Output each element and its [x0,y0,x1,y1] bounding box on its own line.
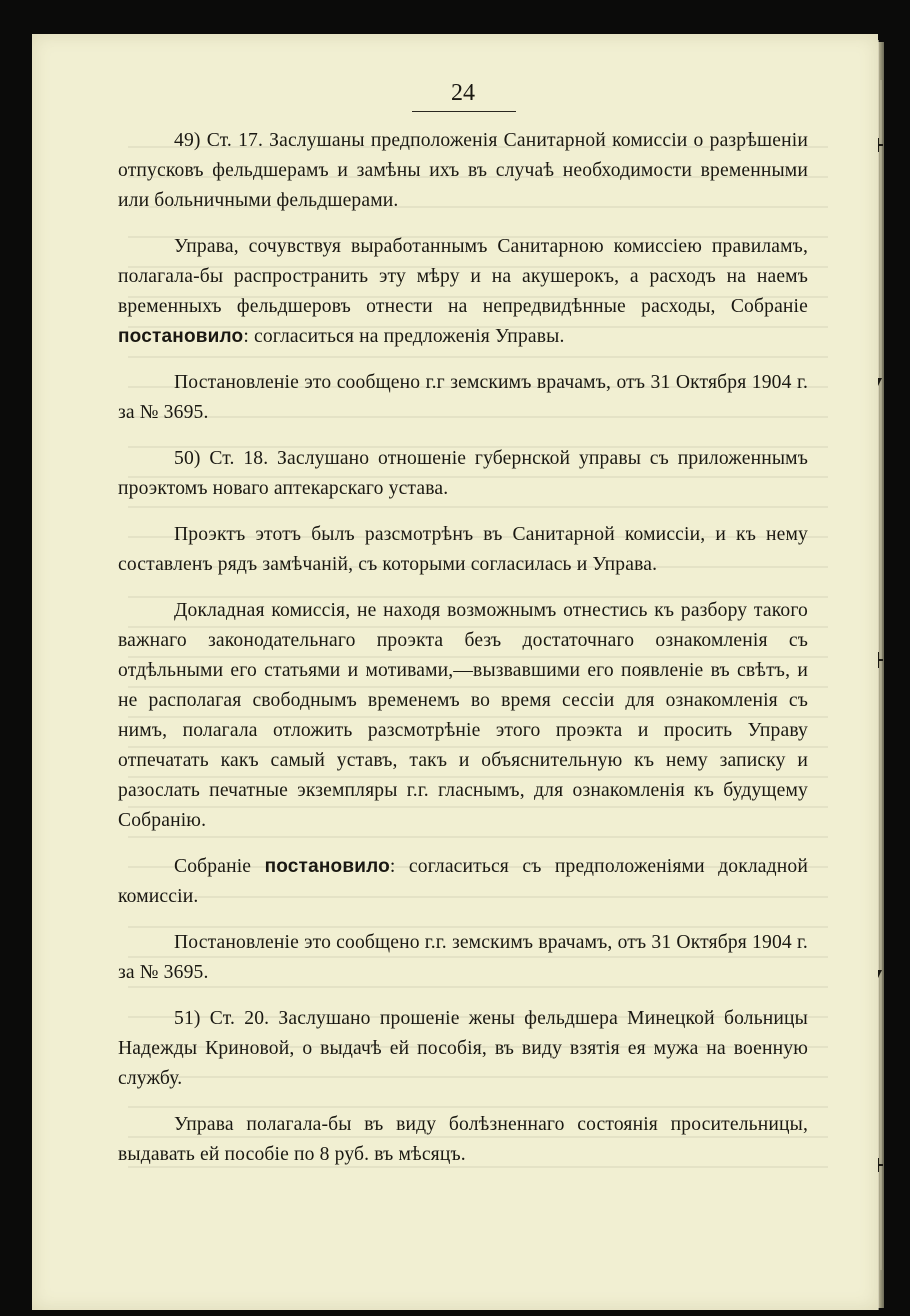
paragraph-50-commission [118,596,808,836]
paragraph-text: 51) Ст. 20. Заслушано прошеніе жены фельдшера Минецкой больницы Надежды Криновой, о выдачѣ ей пособія, въ виду взятія ея мужа на военную службу. [118,1008,808,1089]
page-number-rule [412,111,516,112]
paragraph-49-notice [118,368,808,428]
paragraph-51-heading [118,1004,808,1094]
paragraph-text: Собраніе [174,856,265,877]
paragraph-51-uprava [118,1110,808,1170]
paragraph-text: : согласиться съ предположеніями докладной комиссіи. [118,856,808,907]
resolution-keyword: постановило [118,326,244,347]
paragraph-text: Постановленіе это сообщено г.г. земскимъ врачамъ, отъ 31 Октября 1904 г. за № 3695. [118,932,808,983]
paragraph-text: Управа, сочувствуя выработаннымъ Санитарною комиссіею правиламъ, полагала-бы распространить эту мѣру и на акушерокъ, а расходъ на наемъ временныхъ фельдшеровъ отнести на непредвидѣнные расходы, Собраніе [118,236,808,317]
paragraph-text: : согласиться на предложенія Управы. [243,326,565,347]
paragraph-text: 50) Ст. 18. Заслушано отношеніе губернской управы съ приложеннымъ проэктомъ новаго аптекарскаго устава. [118,448,808,499]
paragraph-50-resolution [118,852,808,912]
resolution-keyword: постановило [264,856,390,877]
paragraph-text: Проэктъ этотъ былъ разсмотрѣнъ въ Санитарной комиссіи, и къ нему составленъ рядъ замѣчаній, съ которыми согласилась и Управа. [118,524,808,575]
page-number-block [118,78,808,108]
page-number: 24 [451,80,475,106]
paragraph-text: 49) Ст. 17. Заслушаны предположенія Санитарной комиссіи о разрѣшеніи отпусковъ фельдшерамъ и замѣны ихъ въ случаѣ необходимости временными или больничными фельдшерами. [118,130,808,211]
paragraph-text: Постановленіе это сообщено г.г земскимъ врачамъ, отъ 31 Октября 1904 г. за № 3695. [118,372,808,423]
paragraph-50-project [118,520,808,580]
paragraph-50-heading [118,444,808,504]
paragraph-50-notice [118,928,808,988]
paragraph-text: Докладная комиссія, не находя возможнымъ отнестись къ разбору такого важнаго законодательнаго проэкта безъ достаточнаго ознакомленія съ отдѣльными его статьями и мотивами,—вызвавшими его появленіе въ свѣтъ, и не располагая свободнымъ временемъ во время сессіи для ознакомленія съ нимъ, полагала отложить разсмотрѣніе этого проэкта и просить Управу отпечатать какъ самый уставъ, такъ и объяснительную къ нему записку и разослать печатные экземпляры г.г. гласнымъ, для ознакомленія къ будущему Собранію. [118,600,808,831]
paragraph-text: Управа полагала-бы въ виду болѣзненнаго состоянія просительницы, выдавать ей пособіе по 8 руб. въ мѣсяцъ. [118,1114,808,1165]
page-content [118,78,808,1186]
paragraph-49-heading [118,126,808,216]
paragraph-49-upravа [118,232,808,352]
